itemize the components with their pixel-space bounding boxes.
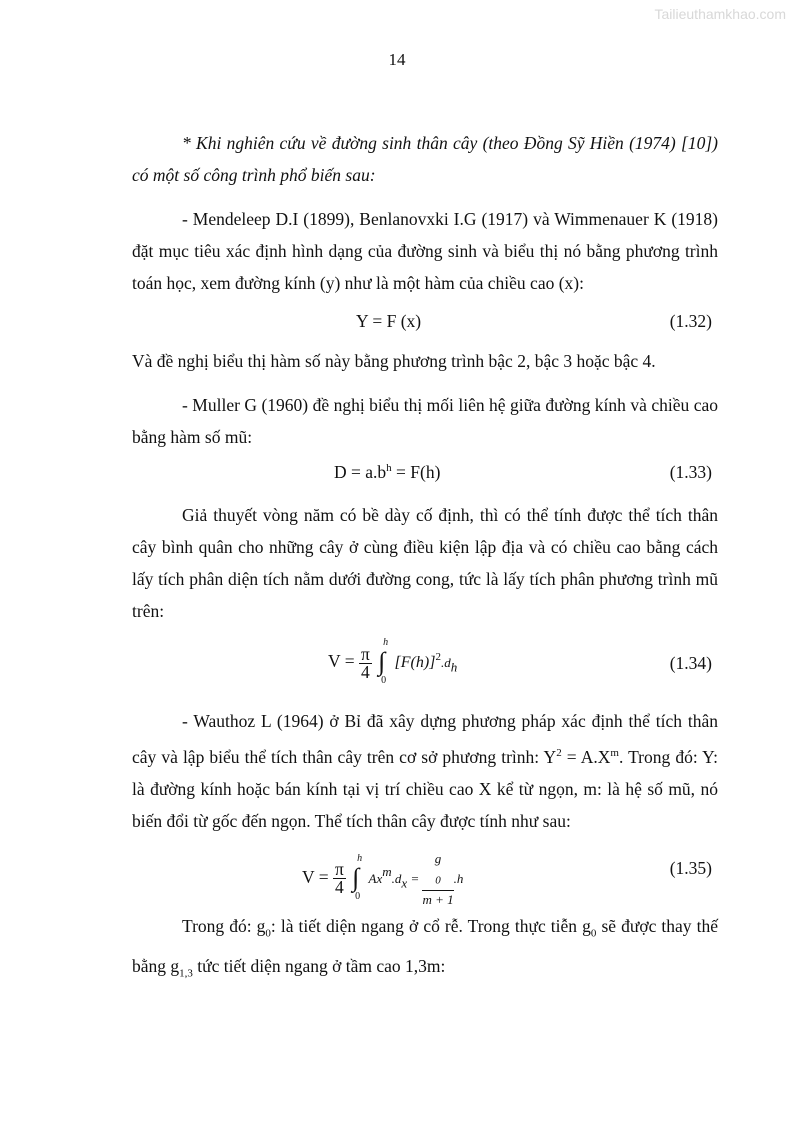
paragraph-definition: Trong đó: $g_0$: là tiết diện ngang ở cổ rễ. Trong thực tiễn $g_0$ sẽ được thay thế bằng $g_{1,3}$ tức tiết diện ngang ở tầm cao 1,3m: (132, 916, 719, 979)
paragraph-intro: * Khi nghiên cứu về đường sinh thân cây (theo Đồng Sỹ Hiền (1974) [10]) có một số công trình phổ biến sau: (132, 133, 718, 185)
equation-1-33 (132, 459, 718, 499)
paragraph-hypothesis: Giả thuyết vòng năm có bề dày cố định, thì có thể tính được thể tích thân cây bình quân cho những cây ở cùng điều kiện lập địa và có chiều cao bằng cách lấy tích phân diện tích nằm dưới đường cong, tức là lấy tích phân phương trình mũ trên: (132, 505, 718, 621)
pi-over-4-fraction: $\frac{\pi}{4}$ (360, 643, 370, 682)
paragraph-mendeleep: - Mendeleep D.I (1899), Benlanovxki I.G (1917) và Wimmenauer K (1918) đặt mục tiêu xác định hình dạng của đường sinh và biểu thị nó bằng phương trình toán học, xem đường kính (y) như là một hàm của chiều cao (x): (132, 209, 718, 293)
g0-over-m-plus-1-fraction: g $_0$ m + 1 (422, 851, 454, 907)
pi-over-4-fraction: $\frac{\pi}{4}$ (334, 859, 344, 898)
equation-number: (1.35) (669, 858, 712, 878)
integral-sign: ∫ h 0 (378, 637, 389, 686)
equation-number: (1.34) (669, 653, 712, 673)
page-number: 14 (388, 50, 406, 69)
equation-1-35-body: V = $\frac{\pi}{4}$ ∫ h 0 $Ax^m.d_x$ = g $_0$ m + 1 .h (302, 851, 464, 907)
equation-1-35 (132, 848, 718, 907)
equation-1-33-body: $D = a.b^h = F(h)$ (334, 462, 441, 482)
equation-number: (1.33) (669, 462, 712, 482)
equation-1-32-body: Y = F (x) (356, 311, 422, 331)
integral-sign: ∫ h 0 (352, 852, 363, 902)
paragraph-wauthoz: - Wauthoz L (1964) ở Bỉ đã xây dựng phương pháp xác định thể tích thân cây và lập biểu thể tích thân cây trên cơ sở phương trình: $Y^2 = A.X^m$. Trong đó: Y: là đường kính hoặc bán kính tại vị trí chiều cao X kể từ ngọn, m: là hệ số mũ, nó biến đổi từ gốc đến ngọn. Thể tích thân cây được tính như sau: (132, 711, 718, 831)
equation-1-34-body: V = $\frac{\pi}{4}$ ∫ h 0 $[F(h)]^2.d_h$ (328, 637, 458, 686)
paragraph-muller: - Muller G (1960) đề nghị biểu thị mối liên hệ giữa đường kính và chiều cao bằng hàm số mũ: (132, 395, 718, 447)
equation-1-34 (132, 637, 718, 687)
paragraph-polynomial: Và đề nghị biểu thị hàm số này bằng phương trình bậc 2, bậc 3 hoặc bậc 4. (132, 351, 656, 371)
equation-1-32 (132, 308, 718, 348)
equation-number: (1.32) (669, 311, 712, 331)
watermark: Tailieuthamkhao.com (654, 6, 786, 22)
